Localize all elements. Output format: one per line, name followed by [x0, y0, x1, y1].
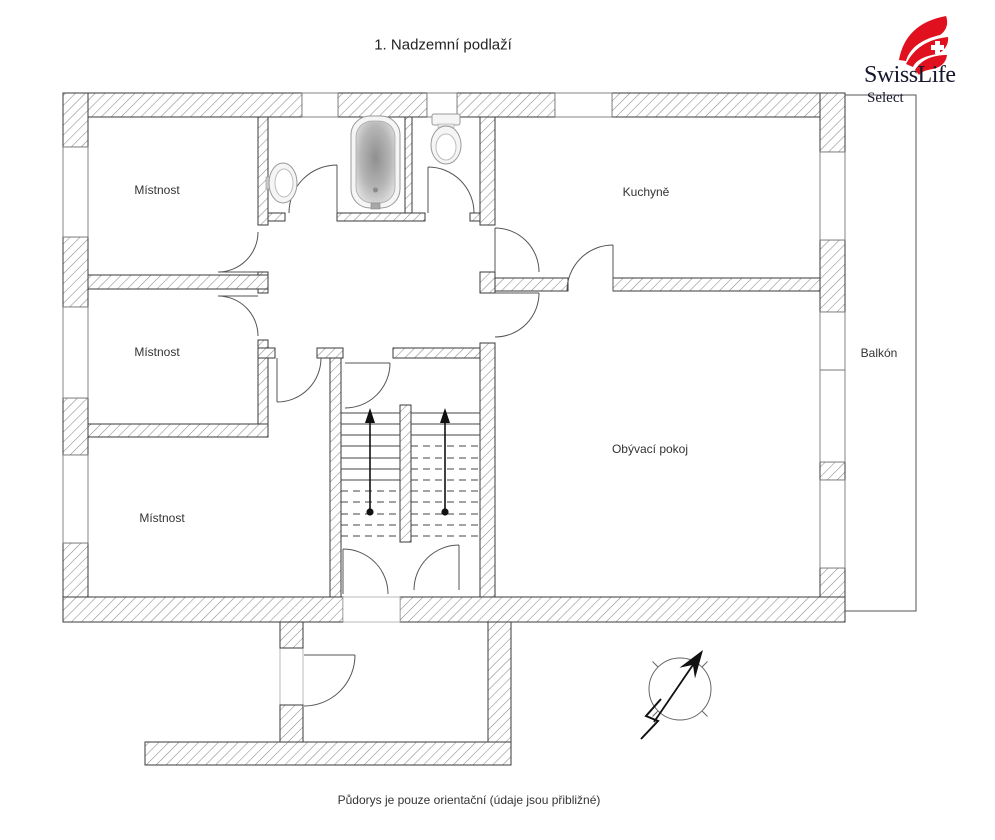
room-label-mid-left: Místnost [134, 345, 180, 359]
room-label-bottom-left: Místnost [139, 511, 185, 525]
room-label-living: Obývací pokoj [611, 442, 689, 456]
logo-subbrand-text: Select [867, 90, 904, 106]
footer-note: Půdorys je pouze orientační (údaje jsou přibližné) [337, 793, 601, 807]
room-label-balcony: Balkón [860, 346, 898, 360]
door-stairs-bottom-right [414, 545, 459, 590]
page-title: 1. Nadzemní podlaží [374, 36, 512, 54]
door-vestibule [304, 655, 355, 706]
door-hall-kitchen [495, 228, 539, 272]
door-stairs-bottom-left [343, 549, 388, 594]
door-wc [428, 167, 474, 213]
door-kitchen-living [567, 245, 613, 291]
north-compass-icon [641, 650, 711, 739]
bathtub-icon [351, 116, 400, 209]
logo-brand-text: SwissLife [864, 62, 956, 88]
door-room-top-left [218, 232, 258, 272]
room-label-kitchen: Kuchyně [622, 185, 670, 199]
room-label-top-left: Místnost [134, 183, 180, 197]
door-room-mid-left [218, 296, 258, 336]
interior-walls [88, 117, 820, 765]
door-hall-stairs [345, 363, 390, 408]
sink-icon [266, 163, 297, 203]
door-hall-living [495, 293, 539, 337]
toilet-icon [431, 114, 461, 164]
door-hall-room-bottom-left [277, 358, 321, 402]
